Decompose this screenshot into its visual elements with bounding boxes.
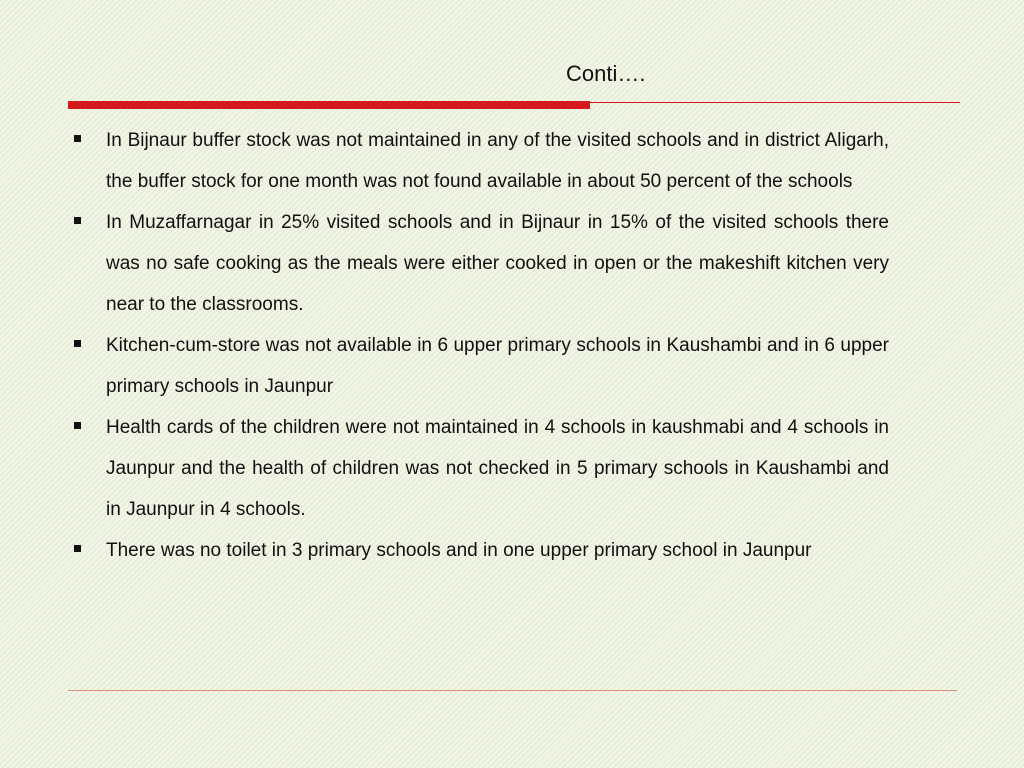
title-underline-thin (590, 102, 960, 103)
slide-title: Conti…. (566, 61, 646, 86)
bullet-list (74, 120, 889, 571)
bullet-item (74, 202, 889, 325)
footer-rule (68, 690, 957, 691)
bullet-text: In Muzaffarnagar in 25% visited schools and in Bijnaur in 15% of the visited schools there was no safe cooking as the meals were either cooked in open or the makeshift kitchen very near to the classrooms. (106, 212, 889, 315)
bullet-item (74, 407, 889, 530)
bullet-text: In Bijnaur buffer stock was not maintained in any of the visited schools and in district Aligarh, the buffer stock for one month was not found available in about 50 percent of the schools (106, 130, 889, 192)
bullet-text: There was no toilet in 3 primary schools and in one upper primary school in Jaunpur (106, 540, 812, 561)
bullet-text: Kitchen-cum-store was not available in 6 upper primary schools in Kaushambi and in 6 upper primary schools in Jaunpur (106, 335, 889, 397)
bullet-item (74, 530, 889, 571)
square-bullet-icon (74, 340, 81, 347)
bullet-item (74, 120, 889, 202)
square-bullet-icon (74, 217, 81, 224)
square-bullet-icon (74, 422, 81, 429)
square-bullet-icon (74, 135, 81, 142)
square-bullet-icon (74, 545, 81, 552)
bullet-item (74, 325, 889, 407)
bullet-text: Health cards of the children were not maintained in 4 schools in kaushmabi and 4 schools in Jaunpur and the health of children was not checked in 5 primary schools in Kaushambi and in Jaunpur in 4 schools. (106, 417, 889, 520)
title-underline-thick (68, 101, 590, 109)
